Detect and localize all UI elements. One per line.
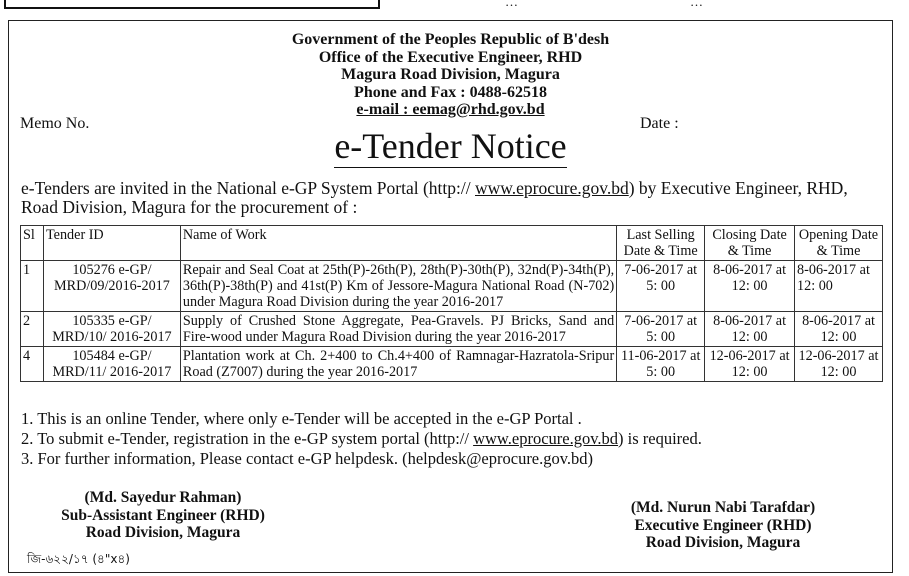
intro-portal-link: www.eprocure.gov.bd xyxy=(475,178,629,198)
signatory-office: Road Division, Magura xyxy=(645,534,801,551)
table-header-row xyxy=(21,226,883,261)
memo-label: Memo No. xyxy=(20,115,90,132)
cell-sl: 1 xyxy=(21,261,44,312)
cell-opening: 8-06-2017 at 12: 00 xyxy=(795,312,883,347)
signature-block-left xyxy=(47,489,279,542)
table-row xyxy=(21,312,883,347)
cell-tender-id: 105484 e-GP/ MRD/11/ 2016-2017 xyxy=(43,347,180,382)
notice-title-block xyxy=(9,125,892,167)
signatory-designation: Executive Engineer (RHD) xyxy=(634,516,812,534)
cell-work: Repair and Seal Coat at 25th(P)-26th(P), 28th(P)-30th(P), 32nd(P)-34th(P), 36th(P)-38th(P) and 41st(P) Km of Jessore-Magura National Road (N-702) under Magura Road Division during the year 2016-2017 xyxy=(180,261,616,312)
previous-notice-border xyxy=(4,0,380,9)
cell-closing: 12-06-2017 at 12: 00 xyxy=(705,347,795,382)
header-closing: Closing Date & Time xyxy=(705,226,795,261)
office-header xyxy=(9,31,892,119)
header-tender-id: Tender ID xyxy=(43,226,180,261)
header-line: Office of the Executive Engineer, RHD xyxy=(318,48,583,66)
header-last-selling: Last Selling Date & Time xyxy=(617,226,705,261)
note-2-text-start: 2. To submit e-Tender, registration in the e-GP system portal (http:// xyxy=(21,429,474,448)
tender-table xyxy=(20,225,883,382)
header-work: Name of Work xyxy=(180,226,616,261)
notes-list xyxy=(21,409,702,469)
table-row xyxy=(21,261,883,312)
tender-notice xyxy=(8,20,893,573)
cell-last-selling: 7-06-2017 at 5: 00 xyxy=(617,312,705,347)
header-opening: Opening Date & Time xyxy=(795,226,883,261)
note-2-text-end: ) is required. xyxy=(618,429,702,448)
note-item xyxy=(21,429,702,449)
note-portal-link: www.eprocure.gov.bd xyxy=(473,429,619,448)
cell-closing: 8-06-2017 at 12: 00 xyxy=(705,261,795,312)
top-fragment xyxy=(0,0,909,14)
header-line: Phone and Fax : 0488-62518 xyxy=(354,83,547,101)
header-sl: Sl xyxy=(21,226,44,261)
note-item: 1. This is an online Tender, where only e-Tender will be accepted in the e-GP Portal . xyxy=(21,409,582,428)
cell-work: Plantation work at Ch. 2+400 to Ch.4+400 of Ramnagar-Hazratola-Sripur Road (Z7007) during the year 2016-2017 xyxy=(180,347,616,382)
note-item: 3. For further information, Please contact e-GP helpdesk. (helpdesk@eprocure.gov.bd) xyxy=(21,449,594,468)
header-email: e-mail : eemag@rhd.gov.bd xyxy=(356,101,545,118)
header-line: Government of the Peoples Republic of B'desh xyxy=(291,31,610,48)
header-line: Magura Road Division, Magura xyxy=(341,66,560,83)
signatory-name: (Md. Sayedur Rahman) xyxy=(84,489,242,506)
intro-text-start: e-Tenders are invited in the National e-GP System Portal (http:// xyxy=(21,178,475,198)
cell-tender-id: 105335 e-GP/ MRD/10/ 2016-2017 xyxy=(43,312,180,347)
date-label: Date : xyxy=(640,115,679,132)
cell-sl: 4 xyxy=(21,347,44,382)
signature-block-right xyxy=(613,499,833,552)
notice-title: e-Tender Notice xyxy=(334,126,567,166)
intro-text-end: ) by Executive Engineer, RHD, Road Division, Magura for the procurement of : xyxy=(21,178,848,217)
cell-last-selling: 11-06-2017 at 5: 00 xyxy=(617,347,705,382)
cell-closing: 8-06-2017 at 12: 00 xyxy=(705,312,795,347)
cell-sl: 2 xyxy=(21,312,44,347)
signatory-name: (Md. Nurun Nabi Tarafdar) xyxy=(630,499,816,516)
table-row xyxy=(21,347,883,382)
cell-opening: 12-06-2017 at 12: 00 xyxy=(795,347,883,382)
cell-tender-id: 105276 e-GP/ MRD/09/2016-2017 xyxy=(43,261,180,312)
cell-last-selling: 7-06-2017 at 5: 00 xyxy=(617,261,705,312)
cell-work: Supply of Crushed Stone Aggregate, Pea-Gravels. PJ Bricks, Sand and Fire-wood under Magura Road Division during the year 2016-2017 xyxy=(180,312,616,347)
signatory-designation: Sub-Assistant Engineer (RHD) xyxy=(61,506,265,524)
reference-code: জি-৬২২/১৭ (৪"x৪) xyxy=(27,552,130,566)
signatory-office: Road Division, Magura xyxy=(85,524,241,541)
top-fragment-left-text: … xyxy=(505,0,518,9)
intro-paragraph xyxy=(21,179,887,217)
cell-opening: 8-06-2017 at 12: 00 xyxy=(795,261,883,312)
top-fragment-right-text: … xyxy=(690,0,703,9)
